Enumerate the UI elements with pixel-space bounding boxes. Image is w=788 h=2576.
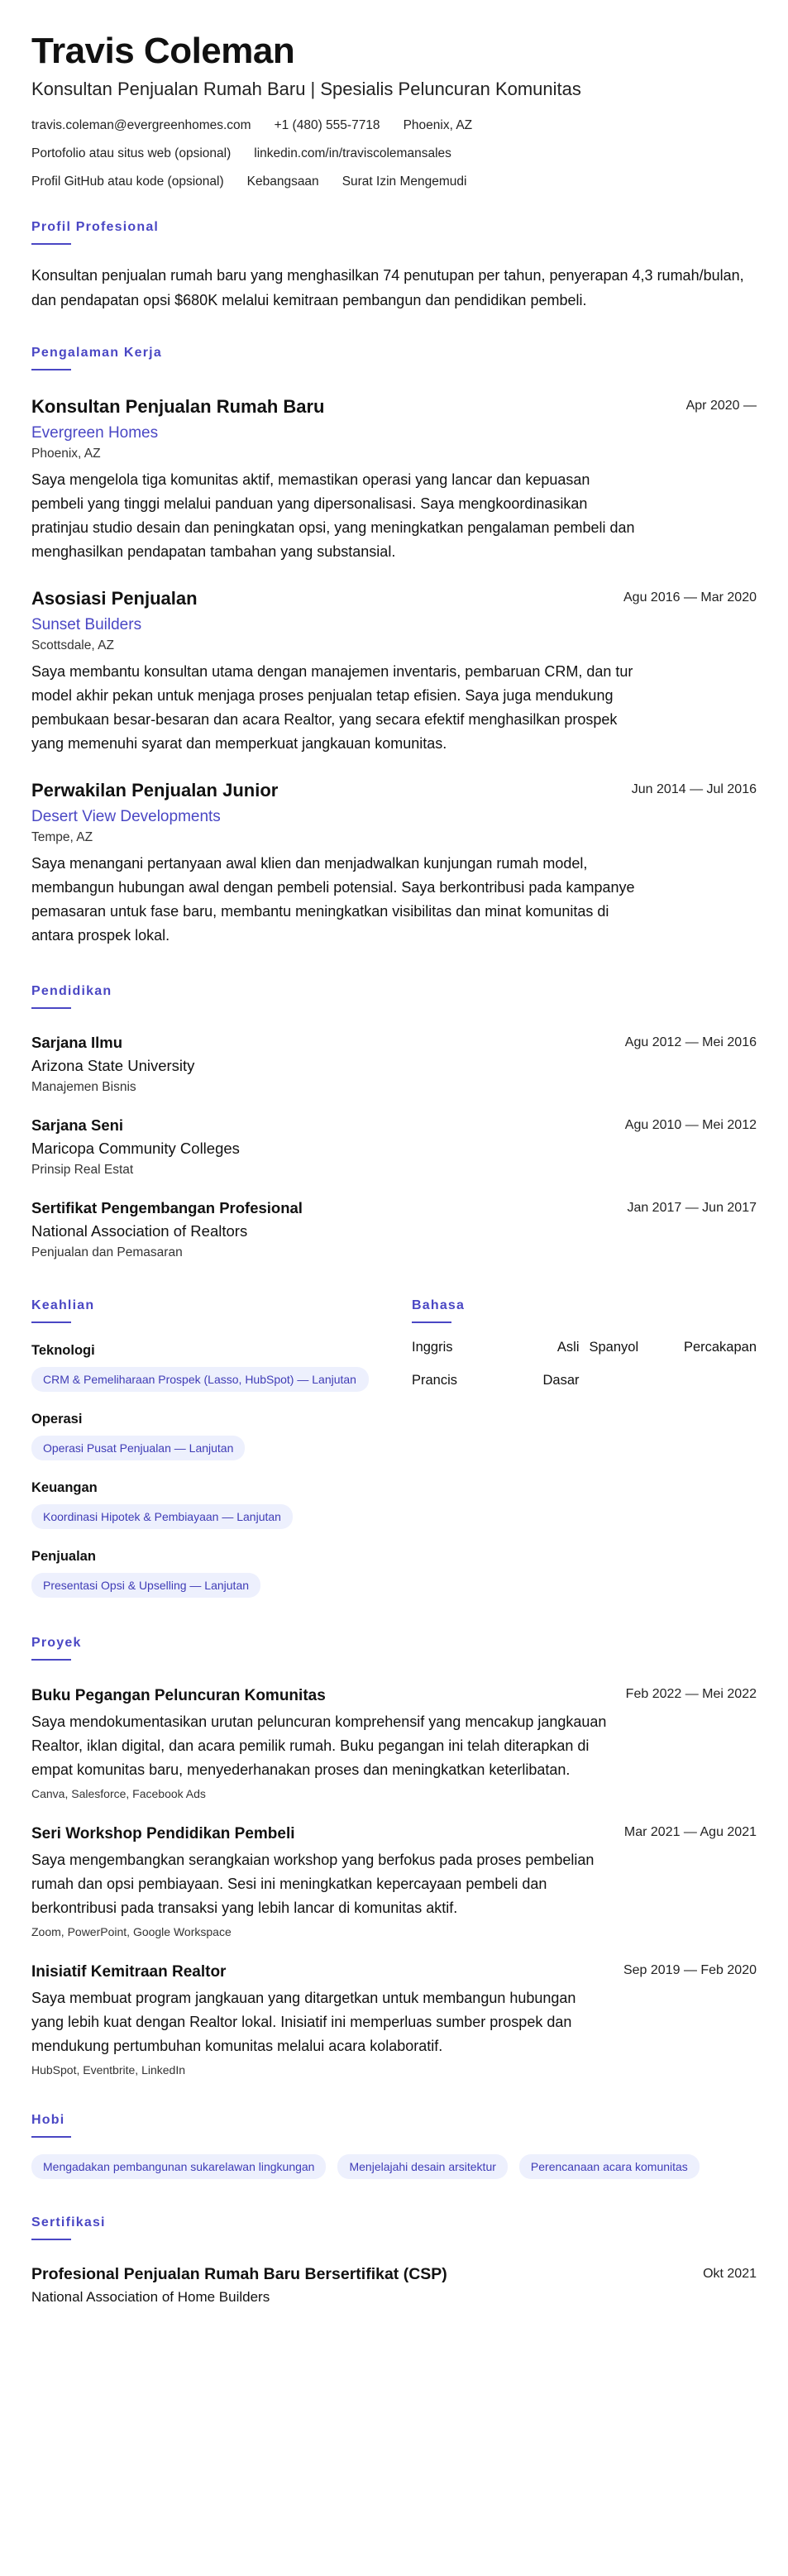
headline: Konsultan Penjualan Rumah Baru | Spesialis Peluncuran Komunitas <box>31 79 581 99</box>
experience-entry <box>31 779 757 948</box>
location: Phoenix, AZ <box>403 118 473 132</box>
experience-entry <box>31 395 757 564</box>
field-of-study: Manajemen Bisnis <box>31 1080 136 1094</box>
section-title: Proyek <box>31 1636 82 1650</box>
skill-chip: Presentasi Opsi & Upselling — Lanjutan <box>31 1573 260 1598</box>
project-entry <box>31 1685 757 1800</box>
section-title: Sertifikasi <box>31 2215 106 2230</box>
project-description: Saya mengembangkan serangkaian workshop yang berfokus pada proses pembelian rumah dan opsi pembiayaan. Sesi ini meningkatkan kepercayaan pembeli dan berkontribusi pada transaksi yang lebih lancar di komunitas aktif. <box>31 1852 595 1916</box>
hobby-list <box>31 2154 757 2179</box>
portfolio-link[interactable]: Portofolio atau situs web (opsional) <box>31 146 232 160</box>
project-entry <box>31 1823 757 1938</box>
certification-entry <box>31 2265 757 2306</box>
language-item <box>412 1371 580 1389</box>
entry-date: Mar 2021 — Agu 2021 <box>623 1825 757 1839</box>
language-level: Asli <box>556 1340 580 1355</box>
degree: Sertifikat Pengembangan Profesional <box>31 1199 303 1216</box>
education-entry <box>31 1199 757 1260</box>
project-description: Saya mendokumentasikan urutan peluncuran komprehensif yang mencakup jangkauan Realtor, iklan digital, dan acara pemilik rumah. Buku pegangan ini telah diterapkan di empat komunitas baru, menyederhanakan proses dan meningkatkan keterlibatan. <box>31 1713 607 1778</box>
summary-text: Konsultan penjualan rumah baru yang menghasilkan 74 penutupan per tahun, penyerapan 4,3 rumah/bulan, dan pendapatan opsi $680K melalui kemitraan pembangun dan pendidikan pembeli. <box>31 267 744 308</box>
hobby-chip: Perencanaan acara komunitas <box>519 2154 700 2179</box>
job-title: Asosiasi Penjualan <box>31 588 198 609</box>
certification-issuer: National Association of Home Builders <box>31 2289 270 2305</box>
language-name: Spanyol <box>589 1340 639 1355</box>
section-divider <box>31 1321 71 1323</box>
language-name: Inggris <box>412 1340 453 1355</box>
driving-license: Surat Izin Mengemudi <box>341 174 467 189</box>
skill-chip: CRM & Pemeliharaan Prospek (Lasso, HubSpot) — Lanjutan <box>31 1367 369 1392</box>
languages-section <box>412 1298 757 1598</box>
hobbies-section <box>31 2113 757 2179</box>
job-location: Tempe, AZ <box>31 830 93 844</box>
job-location: Phoenix, AZ <box>31 447 101 461</box>
section-title: Keahlian <box>31 1298 95 1312</box>
skill-chip: Koordinasi Hipotek & Pembiayaan — Lanjutan <box>31 1504 293 1529</box>
summary-section <box>31 220 757 313</box>
project-description: Saya membuat program jangkauan yang ditargetkan untuk membangun hubungan yang lebih kuat dengan Realtor lokal. Inisiatif ini memperluas sumber prospek dan mendukung pertumbuhan komunitas melalui acara kolaboratif. <box>31 1990 576 2054</box>
language-level: Percakapan <box>683 1340 757 1355</box>
section-title: Bahasa <box>412 1298 466 1312</box>
project-title: Inisiatif Kemitraan Realtor <box>31 1963 227 1981</box>
candidate-name: Travis Coleman <box>31 31 295 71</box>
project-tools: Canva, Salesforce, Facebook Ads <box>31 1787 206 1800</box>
project-title: Buku Pegangan Peluncuran Komunitas <box>31 1687 326 1704</box>
entry-date: Feb 2022 — Mei 2022 <box>625 1687 757 1701</box>
entry-date: Apr 2020 — <box>685 399 757 413</box>
project-title: Seri Workshop Pendidikan Pembeli <box>31 1825 295 1842</box>
section-divider <box>31 243 71 245</box>
company-name: Desert View Developments <box>31 808 221 825</box>
section-divider <box>412 1321 451 1323</box>
entry-date: Sep 2019 — Feb 2020 <box>623 1963 757 1977</box>
language-item <box>590 1338 757 1356</box>
certification-title: Profesional Penjualan Rumah Baru Bersertifikat (CSP) <box>31 2265 447 2283</box>
education-section <box>31 984 757 1260</box>
phone-number[interactable]: +1 (480) 555-7718 <box>274 118 380 132</box>
nationality: Kebangsaan <box>246 174 319 189</box>
language-list <box>412 1338 757 1404</box>
hobby-chip: Mengadakan pembangunan sukarelawan lingkungan <box>31 2154 326 2179</box>
section-title: Hobi <box>31 2113 65 2127</box>
skill-category: Penjualan <box>31 1549 96 1564</box>
email-link[interactable]: travis.coleman@evergreenhomes.com <box>31 118 251 132</box>
degree: Sarjana Seni <box>31 1116 124 1134</box>
entry-date: Agu 2016 — Mar 2020 <box>623 590 757 605</box>
experience-section <box>31 346 757 948</box>
job-title: Perwakilan Penjualan Junior <box>31 780 279 801</box>
field-of-study: Penjualan dan Pemasaran <box>31 1245 183 1259</box>
hobby-chip: Menjelajahi desain arsitektur <box>337 2154 507 2179</box>
skills-section <box>31 1298 379 1598</box>
entry-date: Jun 2014 — Jul 2016 <box>631 782 757 796</box>
field-of-study: Prinsip Real Estat <box>31 1163 134 1177</box>
contact-info <box>31 116 757 192</box>
language-item <box>412 1338 580 1356</box>
project-entry <box>31 1962 757 2077</box>
job-location: Scottsdale, AZ <box>31 638 114 652</box>
project-tools: Zoom, PowerPoint, Google Workspace <box>31 1925 232 1938</box>
section-divider <box>31 2239 71 2240</box>
job-description: Saya menangani pertanyaan awal klien dan menjadwalkan kunjungan rumah model, membangun hubungan awal dengan pembeli potensial. Saya berkontribusi pada kampanye pemasaran untuk fase baru, membantu meningkatkan visibilitas dan minat komunitas di antara prospek lokal. <box>31 855 635 944</box>
language-level: Dasar <box>542 1373 580 1388</box>
skill-category: Operasi <box>31 1412 83 1427</box>
certifications-section <box>31 2215 757 2306</box>
job-title: Konsultan Penjualan Rumah Baru <box>31 396 325 417</box>
entry-date: Agu 2012 — Mei 2016 <box>624 1035 757 1049</box>
skill-chip: Operasi Pusat Penjualan — Lanjutan <box>31 1436 245 1460</box>
section-title: Pendidikan <box>31 984 112 998</box>
section-title: Profil Profesional <box>31 220 160 234</box>
job-description: Saya mengelola tiga komunitas aktif, memastikan operasi yang lancar dan kepuasan pembeli yang tinggi melalui panduan yang dipersonalisasi. Saya mengkoordinasikan pratinjau studio desain dan peningkatan opsi, yang meningkatkan pengalaman pembeli dan menghasilkan pendapatan tambahan yang substansial. <box>31 471 635 560</box>
school-name: National Association of Realtors <box>31 1222 248 1240</box>
school-name: Maricopa Community Colleges <box>31 1140 240 1157</box>
projects-section <box>31 1636 757 2077</box>
section-divider <box>31 2136 71 2138</box>
company-name: Sunset Builders <box>31 616 142 633</box>
section-title: Pengalaman Kerja <box>31 346 162 360</box>
experience-entry <box>31 587 757 756</box>
section-divider <box>31 1659 71 1661</box>
skills-languages-row <box>31 1298 757 1598</box>
github-link[interactable]: Profil GitHub atau kode (opsional) <box>31 174 224 189</box>
skill-category: Keuangan <box>31 1480 98 1495</box>
linkedin-link[interactable]: linkedin.com/in/traviscolemansales <box>254 146 451 160</box>
project-tools: HubSpot, Eventbrite, LinkedIn <box>31 2063 186 2077</box>
section-divider <box>31 1007 71 1009</box>
entry-date: Agu 2010 — Mei 2012 <box>624 1118 757 1132</box>
school-name: Arizona State University <box>31 1057 195 1074</box>
company-name: Evergreen Homes <box>31 424 159 442</box>
entry-date: Jan 2017 — Jun 2017 <box>627 1201 757 1215</box>
degree: Sarjana Ilmu <box>31 1034 123 1051</box>
section-divider <box>31 369 71 370</box>
education-entry <box>31 1034 757 1095</box>
job-description: Saya membantu konsultan utama dengan manajemen inventaris, pembaruan CRM, dan tur model akhir pekan untuk menjaga proses penjualan tetap efisien. Saya juga mendukung pembukaan besar-besaran dan acara Realtor, yang secara efektif menghasilkan prospek yang memenuhi syarat dan memperkuat jangkauan komunitas. <box>31 663 633 752</box>
education-entry <box>31 1116 757 1178</box>
entry-date: Okt 2021 <box>703 2267 757 2281</box>
language-name: Prancis <box>412 1373 458 1388</box>
skill-category: Teknologi <box>31 1343 95 1358</box>
